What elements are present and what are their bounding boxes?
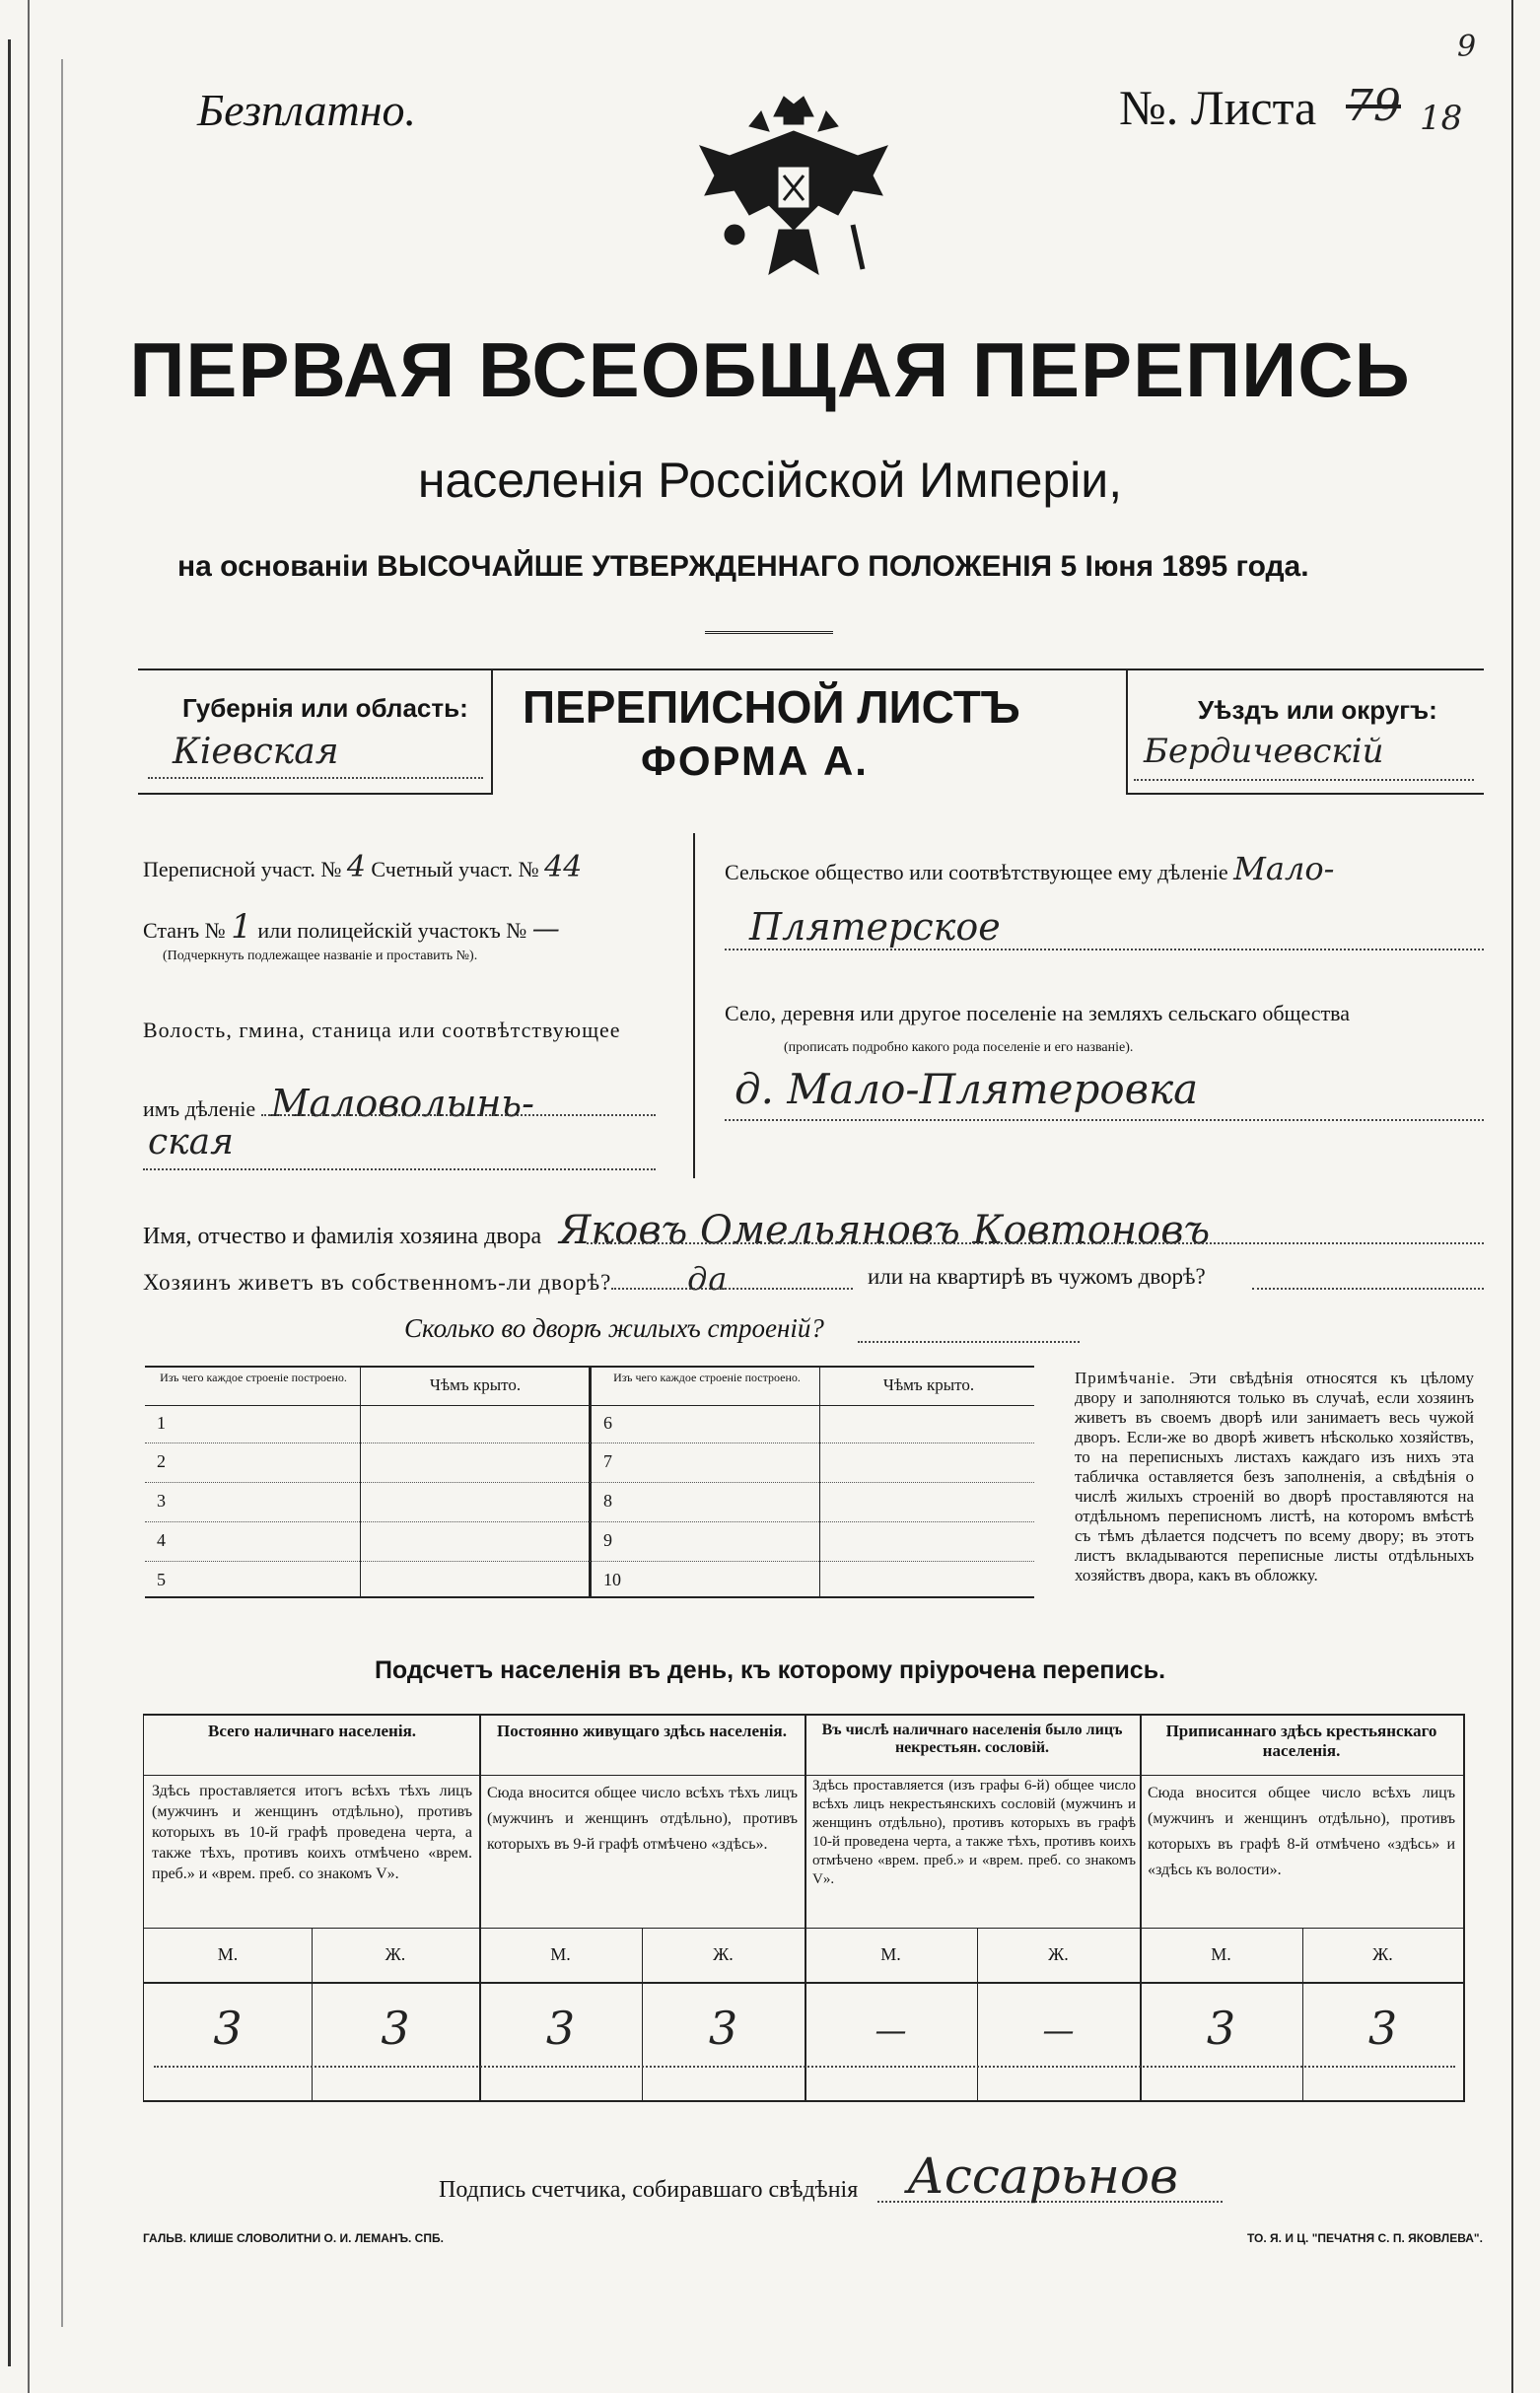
lives-own-value: да [687,1260,729,1298]
province-label: Губернія или область: [182,693,468,723]
owner-name-line [587,1242,1484,1244]
ornament-divider [705,631,833,646]
village-note: (прописать подробно какого рода поселеніе и его названіе). [784,1040,1134,1055]
sheet-number-crossed: 79 [1346,81,1401,131]
footer-right-imprint: ТО. Я. И Ц. "ПЕЧАТНЯ С. П. ЯКОВЛЕВА". [1247,2231,1483,2245]
village-value: д. Мало-Плятеровка [735,1065,1199,1113]
col-roof-header: Чѣмъ крыто. [429,1375,522,1394]
form-box-bottom [1126,793,1484,795]
row-number: 4 [157,1530,166,1550]
table-row [145,1483,1034,1522]
male-label: М. [550,1944,571,1964]
row-number: 3 [157,1491,166,1511]
corner-mark: 9 [1457,30,1477,64]
row-number: 7 [603,1451,612,1471]
province-value: Кіевская [173,732,339,772]
stan-value: 1 [231,907,252,947]
stan-label: Станъ № [143,918,226,943]
col-title-ascribed: Приписаннаго здѣсь крестьянскаго населенія. [1165,1722,1437,1760]
permanent-female-value: 3 [708,2002,738,2055]
male-label: М. [880,1944,901,1964]
col-desc-permanent: Сюда вносится общее число всѣхъ тѣхъ лицъ (мужчинъ и женщинъ отдѣльно), противъ которыхъ въ 9-й графѣ отмѣчено «здѣсь». [487,1785,798,1853]
note-text: Эти свѣдѣнія относятся къ цѣлому двору и заполняются только въ случаѣ, если хозяинъ живетъ въ своемъ дворѣ или занимаетъ весь чужой дворъ. Если-же во дворѣ живетъ нѣсколько хозяйствъ, то на переписныхъ листахъ каждаго изъ нихъ эта табличка оставляется безъ заполненія, а свѣдѣнія о числѣ жилыхъ строеній во дворѣ проставляются на отдѣльномъ переписномъ листѣ, на которомъ вмѣстѣ съ тѣмъ дѣлается подсчетъ по всему двору; въ этотъ листъ вкладываются переписные листы отдѣльныхъ хозяйствъ двора, какъ въ обложку. [1075,1369,1474,1584]
table-row [145,1443,1034,1483]
col-title-nonpeasant: Въ числѣ наличнаго населенія было лицъ некрестьян. сословій. [821,1722,1123,1756]
col-title-total: Всего наличнаго населенія. [207,1722,417,1740]
population-table [143,1714,1465,2102]
buildings-line [858,1341,1080,1343]
total-female-value: 3 [381,2002,410,2055]
subtitle: населенія Россійской Имперіи, [417,453,1123,508]
male-label: М. [217,1944,239,1964]
district-line [1134,779,1474,781]
row-number: 2 [157,1451,166,1471]
table-divider [144,1775,1463,1776]
volost-value: Маловолынь- [270,1082,534,1125]
table-row [145,1522,1034,1562]
census-area-value: 4 [346,850,366,884]
volost-label-2: имъ дѣленіе [143,1096,256,1121]
counting-area-value: 44 [544,850,583,884]
buildings-label: Сколько во дворѣ жилыхъ строеній? [404,1313,824,1343]
police-label: или полицейскій участокъ № [257,918,527,943]
ascribed-male-value: 3 [1206,2002,1236,2055]
footer-left-imprint: ГАЛЬВ. КЛИШЕ СЛОВОЛИТНИ О. И. ЛЕМАНЪ. СПБ. [143,2231,444,2245]
main-title: ПЕРВАЯ ВСЕОБЩАЯ ПЕРЕПИСЬ [129,326,1411,413]
female-label: Ж. [1372,1944,1393,1964]
female-label: Ж. [385,1944,406,1964]
row-number: 6 [603,1413,612,1433]
col-material-header: Изъ чего каждое строеніе построено. [160,1371,347,1384]
female-label: Ж. [713,1944,734,1964]
row-number: 10 [603,1570,621,1589]
table-divider [144,1928,1463,1929]
sheet-number-label: №. Листа [1119,80,1317,135]
population-heading: Подсчетъ населенія въ день, къ которому пріурочена перепись. [374,1656,1166,1684]
rent-label: или на квартирѣ въ чужомъ дворѣ? [868,1264,1206,1289]
form-box-divider [491,669,493,793]
note-block [1075,1369,1474,1585]
village-label: Село, деревня или другое поселеніе на земляхъ сельскаго общества [725,1001,1351,1025]
form-subtitle: ФОРМА А. [641,738,869,784]
volost-line-2 [143,1168,656,1170]
owner-name-value: Яковъ Омельяновъ Ковтоновъ [559,1208,1211,1253]
owner-name-label: Имя, отчество и фамилія хозяина двора [143,1224,542,1249]
sheet-number-value: 18 [1420,99,1463,138]
col-title-permanent: Постоянно живущаго здѣсь населенія. [497,1722,787,1740]
permanent-male-value: 3 [545,2002,576,2055]
col-material-header: Изъ чего каждое строеніе построено. [613,1371,801,1384]
district-value: Бердичевскій [1144,732,1384,771]
lives-own-label: Хозяинъ живетъ въ собственномъ-ли дворѣ? [143,1270,612,1295]
district-label: Уѣздъ или округъ: [1198,695,1437,725]
lives-own-line [611,1288,853,1290]
form-box-top [138,669,1484,670]
police-value: — [531,912,560,945]
col-desc-ascribed: Сюда вносится общее число всѣхъ лицъ (мужчинъ и женщинъ отдѣльно), противъ которыхъ въ графѣ 8-й отмѣчено «здѣсь» и «здѣсь къ волости». [1148,1785,1455,1878]
fields-divider [693,833,695,1178]
free-label: Безплатно. [197,85,417,135]
village-line [725,1119,1484,1121]
volost-value-2: ская [148,1122,234,1162]
col-desc-total: Здѣсь проставляется итогъ всѣхъ тѣхъ лицъ (мужчинъ и женщинъ отдѣльно), противъ которыхъ въ 10-й графѣ проведена черта, а также тѣхъ, противъ коихъ отмѣчено «врем. преб.» и «врем. преб. со знакомъ V». [152,1783,472,1882]
row-number: 9 [603,1530,612,1550]
society-value: Мало- [1233,850,1335,887]
rent-line [1252,1288,1484,1290]
row-number: 8 [603,1491,612,1511]
double-headed-eagle-emblem [690,87,897,294]
male-label: М. [1211,1944,1231,1964]
signature-value: Ассарьнов [907,2147,1179,2205]
census-area-label: Переписной участ. № [143,857,342,881]
basis-line: на основаніи ВЫСОЧАЙШЕ УТВЕРЖДЕННАГО ПОЛОЖЕНІЯ 5 Іюня 1895 года. [177,550,1309,583]
female-label: Ж. [1048,1944,1069,1964]
table-row [145,1405,1034,1443]
volost-label: Волость, гмина, станица или соотвѣтствующее [143,1018,621,1042]
form-box-bottom [138,793,493,795]
signature-label: Подпись счетчика, собиравшаго свѣдѣнія [439,2177,859,2203]
society-line [725,949,1484,950]
volost-line [261,1114,656,1116]
form-title: ПЕРЕПИСНОЙ ЛИСТЪ [523,681,1020,733]
note-title: Примѣчаніе. [1075,1369,1176,1387]
society-label: Сельское общество или соотвѣтствующее ему дѣленіе [725,860,1228,884]
row-number: 1 [157,1413,166,1433]
stan-note: (Подчеркнуть подлежащее названіе и проставить №). [163,949,478,963]
ascribed-female-value: 3 [1367,2002,1398,2055]
province-line [148,777,483,779]
nonpeasant-female-value: — [1042,2011,1075,2049]
table-row [145,1562,1034,1599]
nonpeasant-male-value: — [875,2011,907,2049]
counting-area-label: Счетный участ. № [371,857,539,881]
society-value-2: Плятерское [749,905,1001,949]
col-desc-nonpeasant: Здѣсь проставляется (изъ графы 6-й) общее число всѣхъ лицъ некрестьянскихъ сословій (мужчинъ и женщинъ отдѣльно), противъ которыхъ въ графѣ 10-й проведена черта, а также тѣхъ, противъ коихъ отмѣчено «врем. преб.» и «врем. преб. со знакомъ V». [812,1778,1136,1887]
total-male-value: 3 [213,2002,243,2055]
table-divider [144,1982,1463,1984]
form-box-divider [1126,669,1128,793]
values-line [154,2066,1455,2068]
row-number: 5 [157,1570,166,1589]
col-roof-header: Чѣмъ крыто. [882,1375,975,1394]
buildings-table [145,1366,1034,1598]
